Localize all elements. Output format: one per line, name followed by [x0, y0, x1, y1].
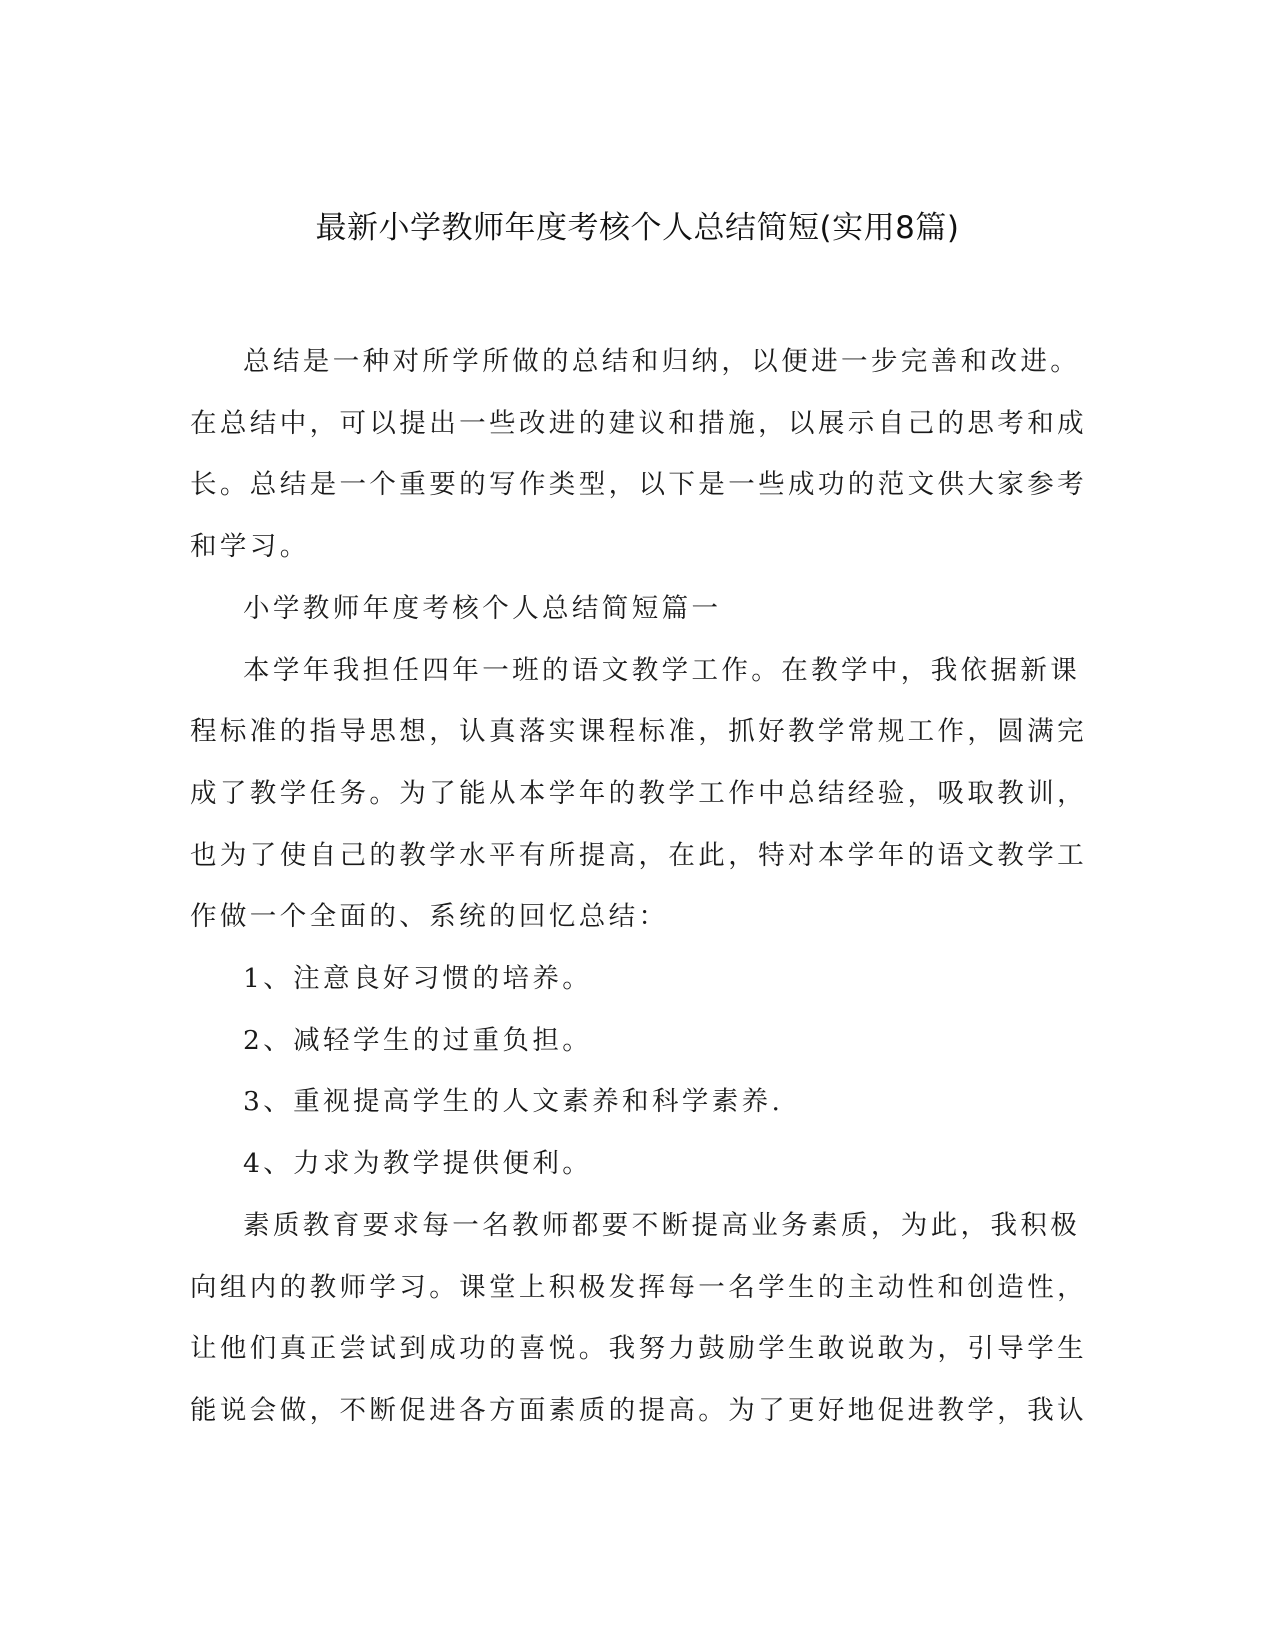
paragraph-line: 能说会做，不断促进各方面素质的提高。为了更好地促进教学，我认 [190, 1394, 1087, 1426]
document-body [190, 331, 1090, 1442]
intro-paragraph [190, 331, 1090, 578]
paragraph-2 [190, 1195, 1090, 1442]
document-title: 最新小学教师年度考核个人总结简短(实用8篇) [315, 210, 960, 246]
paragraph-line: 作做一个全面的、系统的回忆总结： [190, 901, 669, 933]
list-item-4: 4、力求为教学提供便利。 [243, 1148, 593, 1180]
list-item-3: 3、重视提高学生的人文素养和科学素养. [243, 1086, 784, 1118]
paragraph-line: 成了教学任务。为了能从本学年的教学工作中总结经验，吸取教训， [190, 777, 1087, 809]
paragraph-1 [190, 640, 1090, 949]
paragraph-line: 也为了使自己的教学水平有所提高，在此，特对本学年的语文教学工 [190, 839, 1087, 871]
intro-line: 长。总结是一个重要的写作类型，以下是一些成功的范文供大家参考 [190, 469, 1087, 501]
paragraph-line: 程标准的指导思想，认真落实课程标准，抓好教学常规工作，圆满完 [190, 716, 1087, 748]
paragraph-line: 让他们真正尝试到成功的喜悦。我努力鼓励学生敢说敢为，引导学生 [190, 1333, 1087, 1365]
intro-line: 在总结中，可以提出一些改进的建议和措施，以展示自己的思考和成 [190, 407, 1087, 439]
intro-line: 总结是一种对所学所做的总结和归纳，以便进一步完善和改进。 [243, 346, 1081, 377]
paragraph-line: 素质教育要求每一名教师都要不断提高业务素质，为此，我积极 [243, 1209, 1081, 1241]
paragraph-line: 本学年我担任四年一班的语文教学工作。在教学中，我依据新课 [243, 654, 1081, 686]
paragraph-line: 向组内的教师学习。课堂上积极发挥每一名学生的主动性和创造性， [190, 1271, 1087, 1303]
section-heading: 小学教师年度考核个人总结简短篇一 [243, 592, 722, 624]
list-item-2: 2、减轻学生的过重负担。 [243, 1024, 593, 1056]
intro-line: 和学习。 [190, 531, 310, 563]
list-item-1: 1、注意良好习惯的培养。 [243, 963, 593, 995]
